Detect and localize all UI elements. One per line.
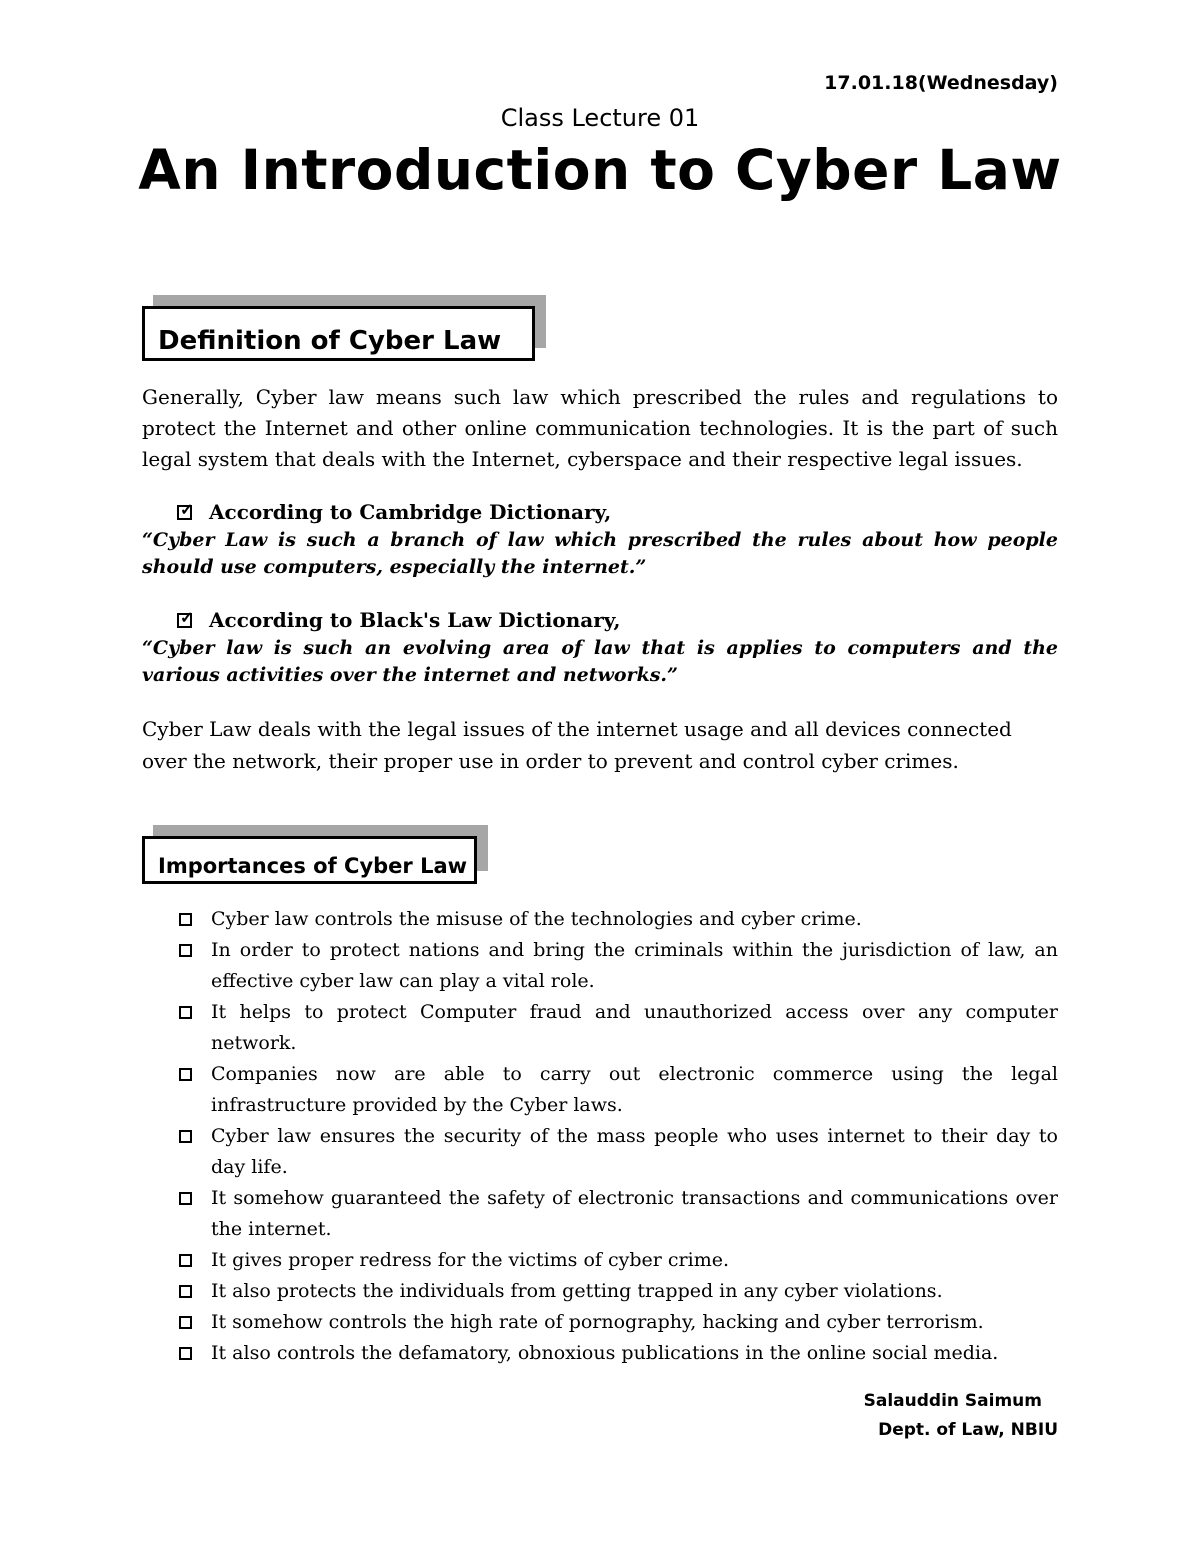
checkbox-checked-icon: ✓	[177, 505, 192, 520]
importances-heading: Importances of Cyber Law	[142, 836, 477, 884]
source-cambridge	[177, 500, 611, 524]
definition-heading: Definition of Cyber Law	[142, 306, 535, 361]
list-item: It helps to protect Computer fraud and unauthorized access over any computer network.	[177, 997, 1058, 1059]
author-name: Salauddin Saimum	[863, 1391, 1042, 1411]
checkbox-empty-icon	[179, 1316, 192, 1329]
checkbox-checked-icon: ✓	[177, 613, 192, 628]
definition-intro: Generally, Cyber law means such law which prescribed the rules and regulations to protect the Internet and other online communication technologies. It is the part of such legal system that deals with the Internet, cyberspace and their respective legal issues.	[142, 385, 1058, 471]
list-item: In order to protect nations and bring the criminals within the jurisdiction of law, an effective cyber law can play a vital role.	[177, 935, 1058, 997]
lecture-date: 17.01.18(Wednesday)	[824, 72, 1058, 94]
checkbox-empty-icon	[179, 913, 192, 926]
list-item: Cyber law ensures the security of the mass people who uses internet to their day to day life.	[177, 1121, 1058, 1183]
source-label: According to Cambridge Dictionary,	[209, 500, 612, 524]
quote-blacks: “Cyber law is such an evolving area of law that is applies to computers and the various activities over the internet and networks.”	[142, 637, 1058, 686]
importances-list	[177, 904, 1058, 1369]
list-item: It somehow guaranteed the safety of electronic transactions and communications over the internet.	[177, 1183, 1058, 1245]
lecture-subtitle: Class Lecture 01	[500, 104, 700, 132]
list-item: Cyber law controls the misuse of the technologies and cyber crime.	[177, 904, 1058, 935]
list-item: It gives proper redress for the victims of cyber crime.	[177, 1245, 1058, 1276]
checkbox-empty-icon	[179, 1285, 192, 1298]
source-label: According to Black's Law Dictionary,	[209, 608, 621, 632]
author-dept: Dept. of Law, NBIU	[878, 1420, 1058, 1440]
checkbox-empty-icon	[179, 1006, 192, 1019]
page-title: An Introduction to Cyber Law	[138, 138, 1062, 202]
quote-cambridge: “Cyber Law is such a branch of law which prescribed the rules about how people should use computers, especially the internet.”	[142, 529, 1058, 578]
checkbox-empty-icon	[179, 1347, 192, 1360]
definition-summary: Cyber Law deals with the legal issues of the internet usage and all devices connected over the network, their proper use in order to prevent and control cyber crimes.	[142, 717, 1012, 773]
list-item: It also controls the defamatory, obnoxious publications in the online social media.	[177, 1338, 1058, 1369]
checkbox-empty-icon	[179, 1130, 192, 1143]
list-item: Companies now are able to carry out electronic commerce using the legal infrastructure provided by the Cyber laws.	[177, 1059, 1058, 1121]
checkbox-empty-icon	[179, 1068, 192, 1081]
source-blacks	[177, 608, 620, 632]
checkbox-empty-icon	[179, 944, 192, 957]
checkbox-empty-icon	[179, 1254, 192, 1267]
checkbox-empty-icon	[179, 1192, 192, 1205]
list-item: It somehow controls the high rate of pornography, hacking and cyber terrorism.	[177, 1307, 1058, 1338]
list-item: It also protects the individuals from getting trapped in any cyber violations.	[177, 1276, 1058, 1307]
